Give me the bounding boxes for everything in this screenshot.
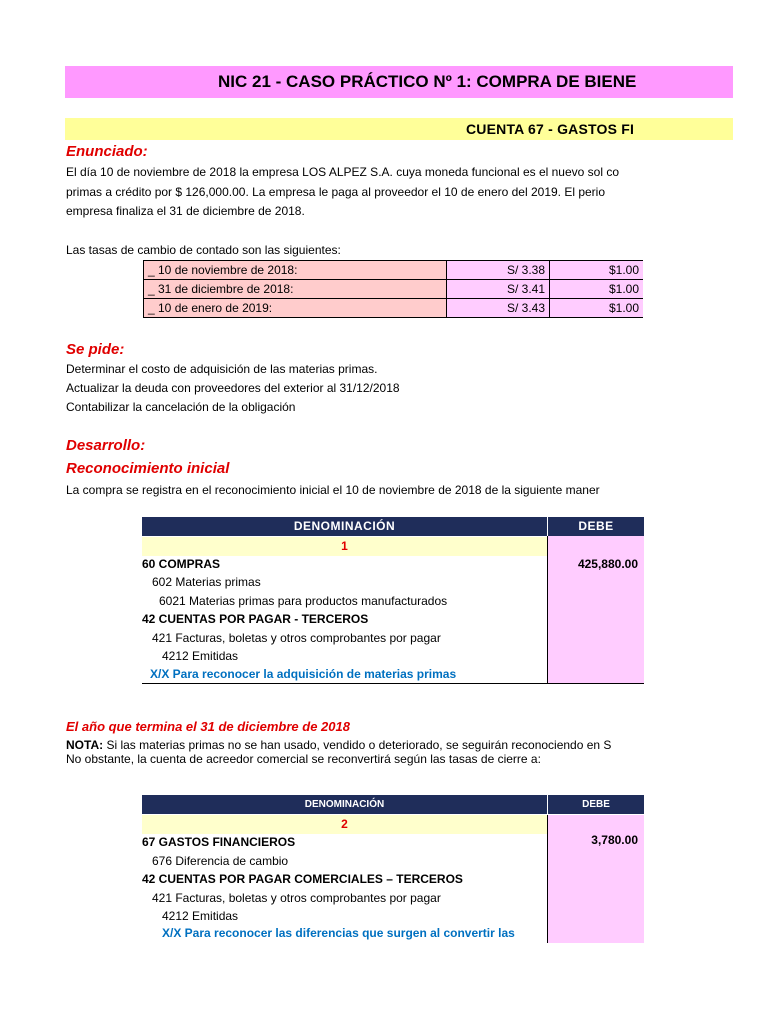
journal-line: 421 Facturas, boletas y otros comprobantes por pagar [152, 631, 441, 645]
rate-soles: S/ 3.38 [447, 261, 550, 280]
rate-row [144, 299, 644, 318]
entry-number: 1 [142, 537, 547, 556]
journal-line: 67 GASTOS FINANCIEROS [142, 835, 296, 849]
journal-line: 602 Materias primas [152, 575, 261, 589]
enunciado-line: primas a crédito por $ 126,000.00. La empresa le paga al proveedor el 10 de enero del 2019. El perio [66, 185, 606, 199]
enunciado-line: empresa finaliza el 31 de diciembre de 2018. [66, 204, 305, 218]
journal-line: 4212 Emitidas [162, 909, 239, 923]
se-pide-line: Determinar el costo de adquisición de las materias primas. [66, 362, 378, 376]
rate-soles: S/ 3.43 [447, 299, 550, 318]
rate-soles: S/ 3.41 [447, 280, 550, 299]
journal-line: 60 COMPRAS [142, 557, 221, 571]
se-pide-line: Actualizar la deuda con proveedores del exterior al 31/12/2018 [66, 381, 400, 395]
desarrollo-intro: La compra se registra en el reconocimiento inicial el 10 de noviembre de 2018 de la siguiente maner [66, 483, 600, 497]
enunciado-line: El día 10 de noviembre de 2018 la empresa LOS ALPEZ S.A. cuya moneda funcional es el nuevo sol co [66, 165, 620, 179]
journal-line: 42 CUENTAS POR PAGAR - TERCEROS [142, 612, 369, 626]
debe-amount: 425,880.00 [577, 557, 638, 571]
journal-header [142, 517, 644, 536]
enunciado-heading: Enunciado: [66, 143, 148, 160]
journal-gloss: X/X Para reconocer la adquisición de materias primas [150, 667, 457, 681]
account-subtitle: CUENTA 67 - GASTOS FI [65, 118, 733, 140]
col-denominacion: DENOMINACIÓN [293, 519, 396, 533]
page-title: NIC 21 - CASO PRÁCTICO Nº 1: COMPRA DE BIENE [65, 66, 733, 98]
se-pide-heading: Se pide: [66, 341, 125, 358]
journal-bottom-border [142, 683, 644, 684]
exchange-rates-table [143, 260, 643, 318]
rate-row [144, 280, 644, 299]
debe-amount: 3,780.00 [591, 833, 638, 847]
desarrollo-heading: Desarrollo: [66, 437, 146, 454]
nota-line [66, 738, 644, 752]
journal-line: 4212 Emitidas [162, 649, 239, 663]
col-debe: DEBE [578, 519, 614, 533]
reconocimiento-heading: Reconocimiento inicial [66, 460, 230, 477]
journal-gloss: X/X Para reconocer las diferencias que surgen al convertir las [162, 926, 515, 940]
rate-row [144, 261, 644, 280]
rate-date: _ 10 de noviembre de 2018: [144, 261, 447, 280]
journal-header [142, 795, 644, 814]
rate-date: _ 31 de diciembre de 2018: [144, 280, 447, 299]
col-denominacion: DENOMINACIÓN [304, 799, 385, 810]
rate-date: _ 10 de enero de 2019: [144, 299, 447, 318]
journal-line: 42 CUENTAS POR PAGAR COMERCIALES – TERCEROS [142, 872, 463, 886]
journal-line: 676 Diferencia de cambio [152, 854, 289, 868]
rate-usd: $1.00 [550, 261, 644, 280]
journal-line: 421 Facturas, boletas y otros comprobantes por pagar [152, 891, 441, 905]
entry-number: 2 [142, 815, 547, 834]
nota-line-2: No obstante, la cuenta de acreedor comercial se reconvertirá según las tasas de cierre a: [66, 752, 541, 766]
rates-intro: Las tasas de cambio de contado son las siguientes: [66, 243, 341, 257]
rate-usd: $1.00 [550, 280, 644, 299]
nota-label: NOTA: [66, 738, 104, 752]
nota-text: Si las materias primas no se han usado, vendido o deteriorado, se seguirán reconociendo en S [103, 738, 612, 752]
se-pide-line: Contabilizar la cancelación de la obligación [66, 400, 296, 414]
rate-usd: $1.00 [550, 299, 644, 318]
col-debe: DEBE [582, 799, 610, 810]
year-end-heading: El año que termina el 31 de diciembre de 2018 [66, 719, 350, 734]
journal-line: 6021 Materias primas para productos manufacturados [159, 594, 448, 608]
